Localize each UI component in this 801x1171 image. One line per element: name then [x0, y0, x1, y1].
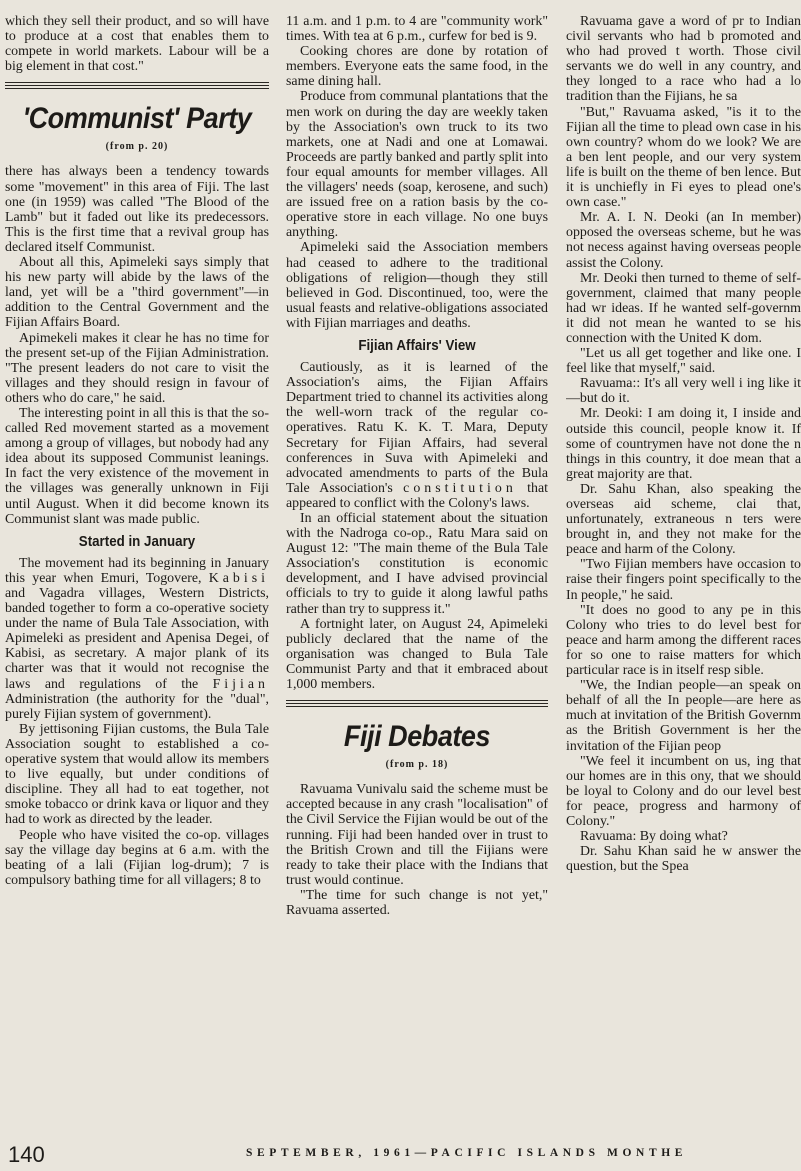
paragraph: Produce from communal plantations that the men work on during the day are weekly taken by the Association's own truck to its two markets, one at Nadi and one at Lomawai. Proceeds are partly banked and partly split into four equal amounts for member villages. All the villagers' needs (soap, kerosene, and such) are issued free on a ration basis by the co-operative store in each village. No one buys anything.: [286, 89, 548, 241]
text-run: The movement had its beginning in January this year when Emuri, Togovere,: [5, 555, 269, 586]
paragraph: About all this, Apimeleki says simply that his new party will abide by the laws of the land, yet will be a "third government"—in addition to the Central Government and the Fijian Affairs Board.: [5, 255, 269, 331]
text-run: Administration (the authority for the "dual", purely Fijian system of government).: [5, 691, 269, 722]
paragraph: In an official statement about the situation with the Nadroga co-op., Ratu Mara said on August 12: "The main theme of the Bula Tale Association's constitution is economic development, and I have advised provincial officials to try to guide it along lawful paths rather than try to suppress it.": [286, 511, 548, 617]
paragraph: "We feel it incumbent on us, ing that our homes are in this ony, that we should be loyal to Colony and do our level best for peace, progress and harmony of Colony.": [566, 753, 801, 829]
continued-from-note: (from p. 20): [105, 141, 169, 153]
paragraph: Ravuama: By doing what?: [580, 829, 728, 845]
paragraph: "The time for such change is not yet," Ravuama asserted.: [286, 887, 548, 918]
paragraph: "Two Fijian members have occasion to raise their fingers point specifically to the In people," he said.: [566, 557, 801, 603]
paragraph: Apimekeli makes it clear he has no time for the present set-up of the Fijian Administration. "The present leaders do not care to visit the villages and they should resign in favour of others who do care," he said.: [5, 330, 269, 406]
column-2: [286, 14, 548, 918]
paragraph: "It does no good to any pe in this Colony who tries to do level best for peace and harm among the different races for so one to raise matters for which particular race is in itself resp sible.: [566, 602, 801, 679]
paragraph: Dr. Sahu Khan said he w answer the question, but the Spea: [566, 844, 801, 875]
paragraph: Ravuama gave a word of pr to Indian civil servants who had b promoted and who had proved t worth. Those civil servants we do well in any country, and they longed to a race who had a lo tradition than the Fijians, he sa: [566, 14, 801, 105]
paragraph: People who have visited the co-op. villages say the village day begins at 6 a.m. with the beating of a lali (Fijian log-drum); 7 is compulsory bathing time for all villagers; 8 to: [5, 827, 269, 888]
page-footer: [0, 1138, 801, 1168]
paragraph: "Let us all get together and like one. I feel like that myself," said.: [566, 346, 801, 377]
paragraph: "But," Ravuama asked, "is it to the Fijian all the time to plead own case in his own country? whom do we look? We are a ben lent people, and our very system life is built on the theme of ben lence. But it is unchiefly in Fi eyes to plead one's own case.": [566, 104, 801, 211]
paragraph: Cooking chores are done by rotation of members. Everyone eats the same food, in the same dining hall.: [286, 44, 548, 90]
paragraph: By jettisoning Fijian customs, the Bula Tale Association sought to established a co-operative system that would allow its members to live equally, but under conditions of discipline. They all had to eat together, not smoke tobacco or drink kava or liquor and they had to work as directed by the leader.: [5, 721, 269, 828]
paragraph: "We, the Indian people—an speak on behalf of all the In people—are here as much at invitation of the British Governm as the British Government is her the invitation of the Fijian peop: [566, 678, 801, 754]
paragraph: there has always been a tendency towards some "movement" in this area of Fiji. The last one (in 1959) was called "The Blood of the Lamb" but it faded out like its predecessors. This is the first time that a revival group has declared itself Communist.: [5, 164, 269, 255]
divider: [286, 700, 548, 704]
paragraph: Mr. Deoki then turned to theme of self-government, claimed that many people had wr ideas. If he wanted self-governm it did not mean he wanted to se his connection with the United K dom.: [566, 270, 801, 346]
paragraph: 11 a.m. and 1 p.m. to 4 are "community work" times. With tea at 6 p.m., curfew for bed is 9.: [286, 14, 548, 45]
column-3: [566, 14, 801, 874]
paragraph: Mr. Deoki: I am doing it, I inside and outside this council, people know it. If some of countrymen have not done the n things in this country, it doe mean that a great majority are that.: [566, 406, 801, 482]
spaced-word: Kabisi: [208, 570, 269, 586]
subheading-started-in-january: Started in January: [78, 533, 196, 550]
section-heading-fiji-debates: Fiji Debates: [343, 720, 491, 754]
paragraph: A fortnight later, on August 24, Apimeleki publicly declared that the name of the organisation was changed to Bula Tale Communist Party and that it embraced about 1,000 members.: [286, 616, 548, 693]
paragraph: which they sell their product, and so will have to produce at a cost that enables them to compete in world markets. Labour will be a big element in that cost.": [5, 14, 269, 75]
paragraph: Apimeleki said the Association members had ceased to adhere to the traditional obligations of religion—though they still believed in God. Discontinued, too, were the usual feasts and relative-obligations associated with Fijian marriages and deaths.: [286, 240, 548, 331]
running-title: SEPTEMBER, 1961—PACIFIC ISLANDS MONTHE: [246, 1147, 688, 1159]
divider: [286, 706, 548, 707]
divider: [5, 88, 269, 89]
paragraph: Ravuama Vunivalu said the scheme must be accepted because in any crash "localisation" of the Civil Service the Fijian would be out of the running. Fiji had been handed over in trust to the British Crown and till the Fijians were ready to take their place with the Indians that trust would continue.: [286, 782, 548, 888]
paragraph: [286, 360, 548, 511]
section-heading-communist-party: 'Communist' Party: [22, 102, 252, 136]
divider: [5, 82, 269, 86]
subheading-fijian-affairs-view: Fijian Affairs' View: [358, 337, 476, 354]
text-run: that appeared to conflict with the Colony's laws.: [286, 480, 548, 511]
paragraph: Dr. Sahu Khan, also speaking the overseas aid scheme, clai that, unfortunately, extraneous n ters were brought in, and they not make for the peace and harm of the Colony.: [566, 481, 801, 558]
paragraph: [5, 556, 269, 722]
paragraph: The interesting point in all this is that the so-called Red movement started as a movement among a group of villages, but nobody had any idea about its supposed Communist leanings. In fact the very existence of the movement in the villages was generally unknown in Fiji until August. When it did become known its Communist slant was made public.: [5, 405, 269, 527]
paragraph: Mr. A. I. N. Deoki (an In member) opposed the overseas scheme, but he was not necess against having overseas people assist the Colony.: [566, 210, 801, 271]
column-1: [5, 14, 269, 888]
text-run: and Vagadra villages, Western Districts, banded together to form a co-operative society under the name of Bula Tale Association, with Apimeleki as president and Apenisa Degei, of Kabisi, as secretary. A major plank of its charter was that it would not recognise the laws and regulations of the: [5, 586, 269, 692]
continued-from-note: (from p. 18): [385, 759, 449, 771]
page-number: 140: [8, 1142, 45, 1167]
spaced-word: Fijian: [212, 676, 269, 692]
text-run: Cautiously, as it is learned of the Association's aims, the Fijian Affairs Department tried to channel its activities along the well-worn track of the regular co-operatives. Ratu K. K. T. Mara, Deputy Secretary for Fijian Affairs, had several conferences in Suva with Apimeleki and advocated amendments to parts of the Bula Tale Association's: [286, 360, 548, 496]
paragraph: Ravuama:: It's all very well i ing like it—but do it.: [566, 376, 801, 407]
spaced-word: constitution: [403, 480, 517, 496]
